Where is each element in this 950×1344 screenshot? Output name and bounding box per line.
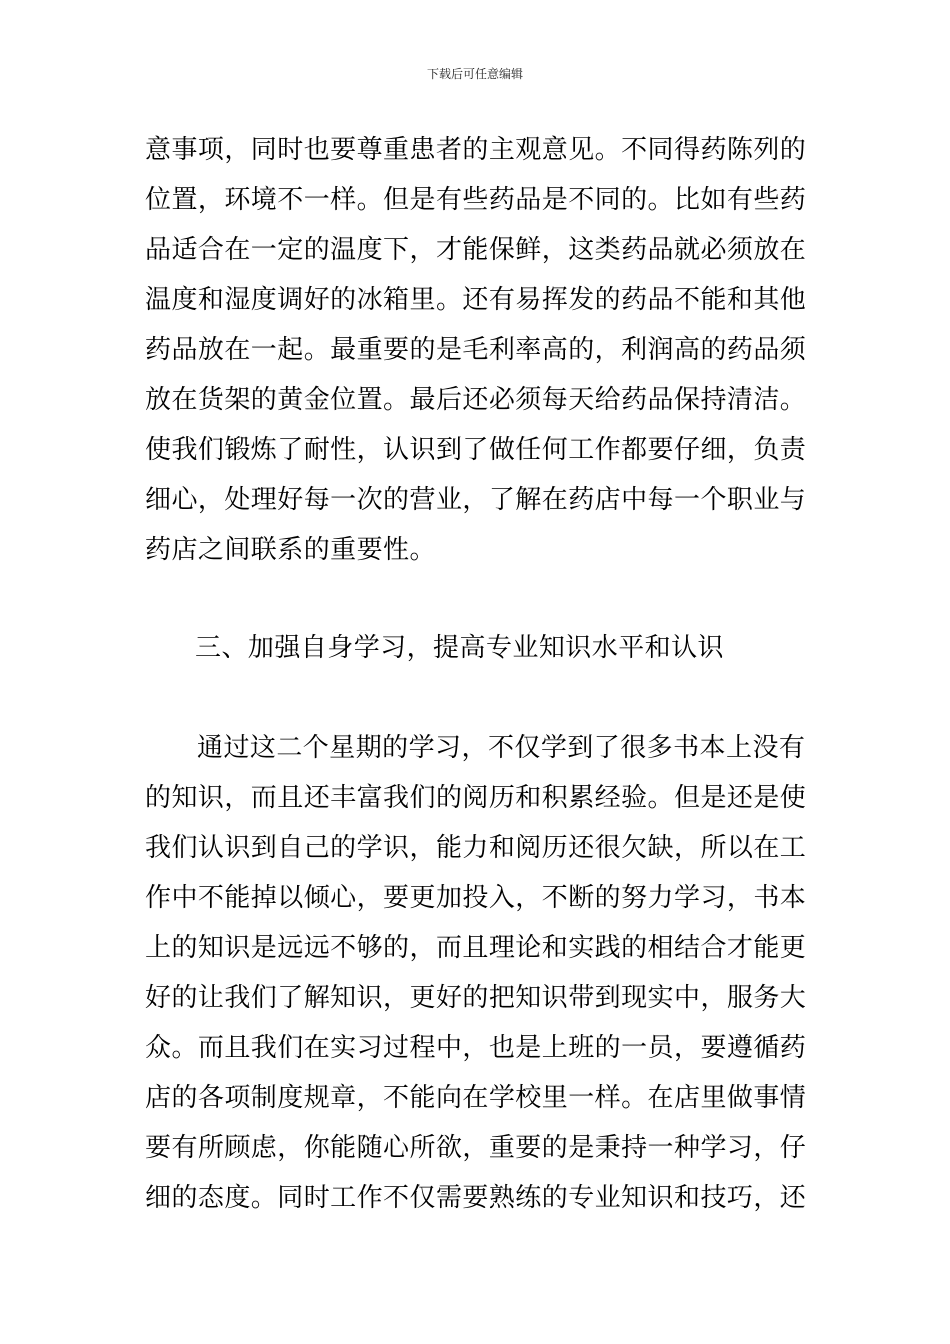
paragraph-line: 使我们锻炼了耐性，认识到了做任何工作都要仔细，负责 — [145, 435, 807, 465]
paragraph-line: 作中不能掉以倾心，要更加投入，不断的努力学习，书本 — [145, 883, 807, 913]
section-heading: 三、加强自身学习，提高专业知识水平和认识 — [195, 633, 725, 663]
paragraph-line: 细心，处理好每一次的营业，了解在药店中每一个职业与 — [145, 485, 807, 515]
paragraph-line: 位置，环境不一样。但是有些药品是不同的。比如有些药 — [145, 185, 807, 215]
paragraph-line: 细的态度。同时工作不仅需要熟练的专业知识和技巧，还 — [145, 1183, 807, 1213]
paragraph-line: 药品放在一起。最重要的是毛利率高的，利润高的药品须 — [145, 335, 807, 365]
paragraph-line: 药店之间联系的重要性。 — [145, 535, 436, 565]
paragraph-line: 上的知识是远远不够的，而且理论和实践的相结合才能更 — [145, 933, 807, 963]
paragraph-line: 的知识，而且还丰富我们的阅历和积累经验。但是还是使 — [145, 783, 807, 813]
paragraph-line: 要有所顾虑，你能随心所欲，重要的是秉持一种学习，仔 — [145, 1133, 807, 1163]
paragraph-line: 通过这二个星期的学习，不仅学到了很多书本上没有 — [197, 733, 806, 763]
paragraph-line: 我们认识到自己的学识，能力和阅历还很欠缺，所以在工 — [145, 833, 807, 863]
paragraph-line: 意事项，同时也要尊重患者的主观意见。不同得药陈列的 — [145, 135, 807, 165]
paragraph-line: 温度和湿度调好的冰箱里。还有易挥发的药品不能和其他 — [145, 285, 807, 315]
page-header: 下载后可任意编辑 — [426, 67, 523, 81]
paragraph-line: 品适合在一定的温度下，才能保鲜，这类药品就必须放在 — [145, 235, 807, 265]
paragraph-line: 放在货架的黄金位置。最后还必须每天给药品保持清洁。 — [145, 385, 807, 415]
paragraph-line: 店的各项制度规章，不能向在学校里一样。在店里做事情 — [145, 1083, 807, 1113]
paragraph-line: 好的让我们了解知识，更好的把知识带到现实中，服务大 — [145, 983, 807, 1013]
paragraph-line: 众。而且我们在实习过程中，也是上班的一员，要遵循药 — [145, 1033, 807, 1063]
